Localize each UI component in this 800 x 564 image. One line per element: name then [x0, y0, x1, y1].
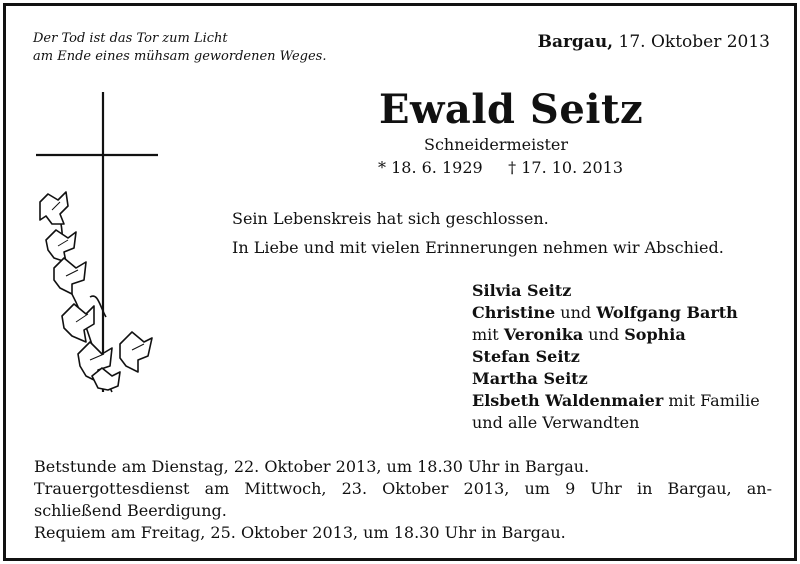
birth-date: * 18. 6. 1929 — [378, 158, 483, 177]
mourner-family-note: mit Familie — [668, 391, 760, 410]
cross-with-ivy-icon — [28, 92, 158, 402]
mourner-stefan: Stefan Seitz — [472, 347, 580, 366]
message-line-1: Sein Lebenskreis hat sich geschlossen. — [232, 209, 549, 228]
mourner-martha: Martha Seitz — [472, 369, 588, 388]
life-dates — [378, 158, 623, 177]
mourner-elsbeth: Elsbeth Waldenmaier — [472, 391, 664, 410]
mourner-sophia: Sophia — [624, 325, 686, 344]
message-line-2: In Liebe und mit vielen Erinnerungen nehmen wir Abschied. — [232, 238, 724, 257]
notice-date: 17. Oktober 2013 — [618, 32, 770, 52]
mourner-christine: Christine — [472, 303, 556, 322]
mourners-list — [472, 280, 760, 434]
death-date: † 17. 10. 2013 — [508, 158, 623, 177]
connector-mit: mit — [472, 325, 499, 344]
service-schedule — [34, 456, 772, 544]
prayer-hour: Betstunde am Dienstag, 22. Oktober 2013, um 18.30 Uhr in Bargau. — [34, 457, 590, 476]
farewell-message — [232, 204, 724, 262]
mourner-wolfgang: Wolfgang Barth — [596, 303, 738, 322]
connector-und: und — [560, 303, 592, 322]
requiem: Requiem am Freitag, 25. Oktober 2013, um 18.30 Uhr in Bargau. — [34, 523, 566, 542]
mourner-silvia: Silvia Seitz — [472, 281, 572, 300]
connector-und: und — [588, 325, 620, 344]
obituary-notice — [3, 3, 797, 561]
motto-line-2: am Ende eines mühsam gewordenen Weges. — [33, 49, 327, 64]
deceased-name: Ewald Seitz — [379, 86, 644, 133]
deceased-occupation: Schneidermeister — [424, 135, 568, 154]
motto-line-1: Der Tod ist das Tor zum Licht — [33, 31, 228, 46]
mourner-relatives: und alle Verwandten — [472, 413, 640, 432]
funeral-service-line-2: schließend Beerdigung. — [34, 501, 227, 520]
mourner-veronika: Veronika — [503, 325, 584, 344]
place-date — [538, 32, 770, 52]
motto-quote — [33, 30, 326, 66]
funeral-service-line-1: Trauergottesdienst am Mittwoch, 23. Oktober 2013, um 9 Uhr in Bargau, an- — [34, 479, 772, 498]
place: Bargau, — [537, 32, 614, 52]
